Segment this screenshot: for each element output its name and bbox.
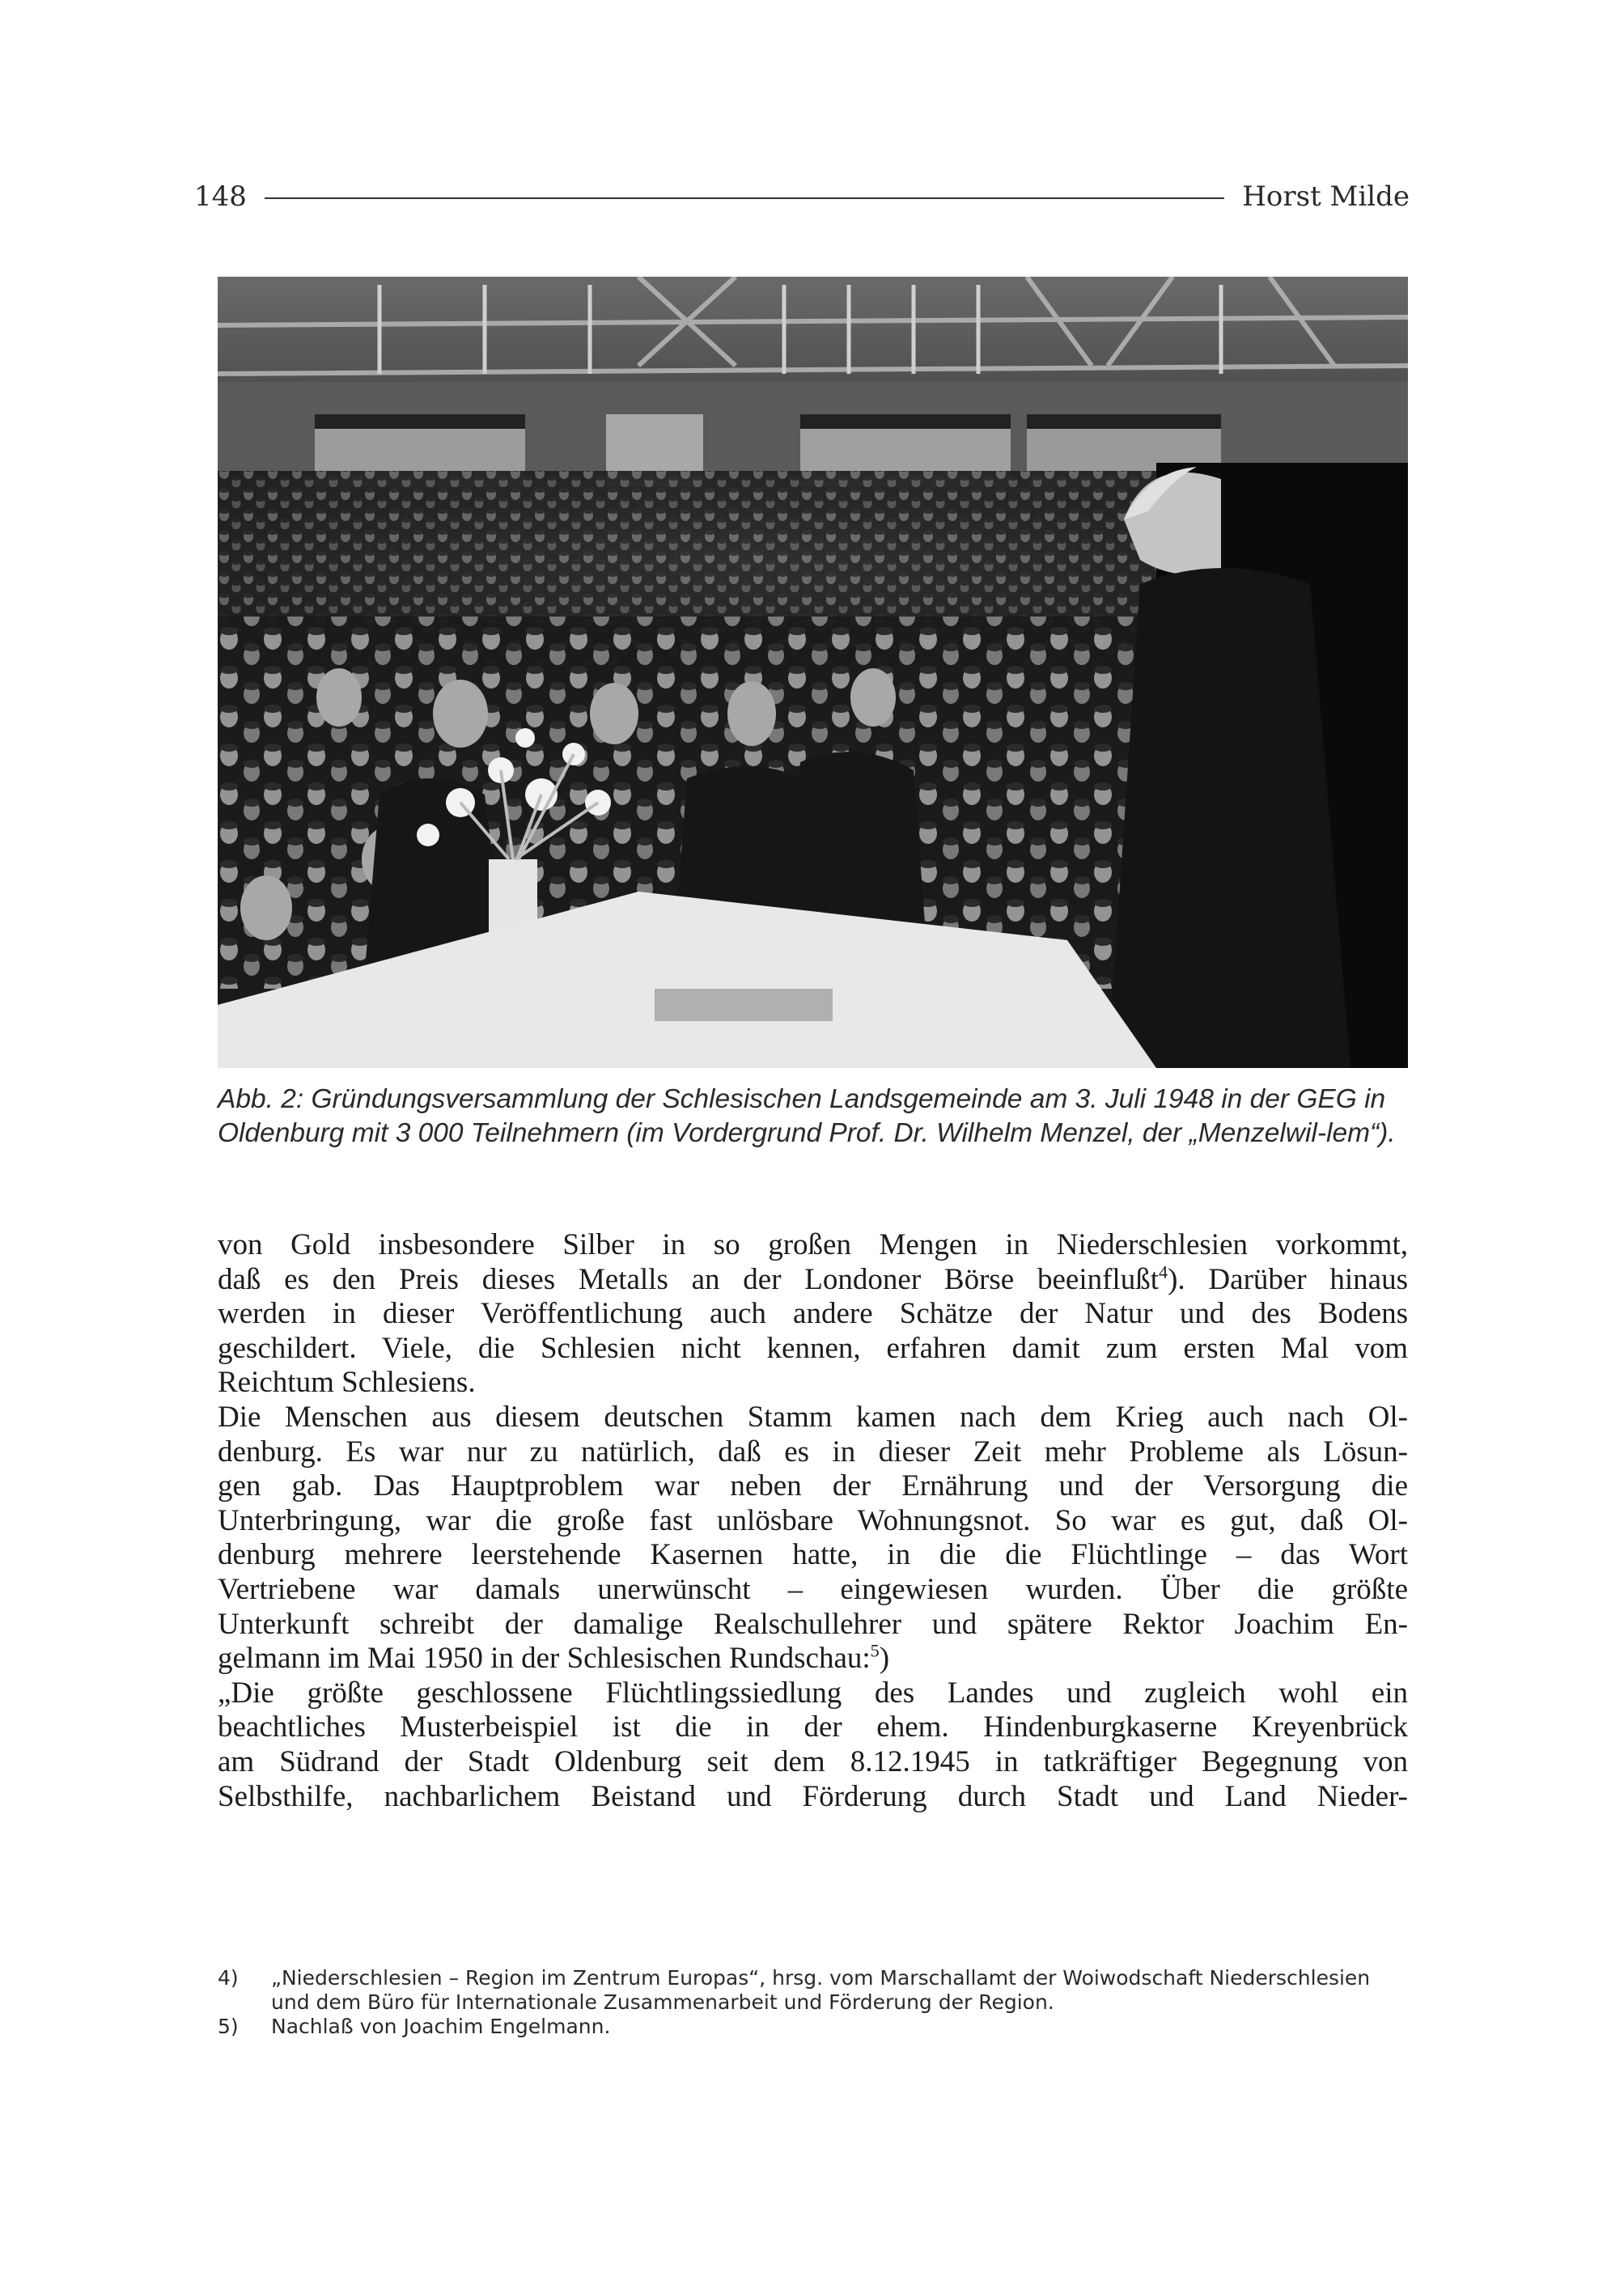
text-line: geschildert. Viele, die Schlesien nicht kennen, erfahren damit zum ersten Mal vom <box>218 1331 1408 1365</box>
footnote-text: Nachlaß von Joachim Engelmann. <box>271 2015 611 2038</box>
text-line: von Gold insbesondere Silber in so großen Mengen in Niederschlesien vorkommt, <box>218 1228 1408 1261</box>
footnote-4 <box>218 1966 1408 2015</box>
text-line: daß es den Preis dieses Metalls an der Londoner Börse beeinflußt$^4$). Darüber hinaus <box>218 1261 1408 1296</box>
text-line: gen gab. Das Hauptproblem war neben der Ernährung und der Versorgung die <box>218 1469 1408 1503</box>
text-line: gelmann im Mai 1950 in der Schlesischen Rundschau:$^5$) <box>218 1640 890 1676</box>
paragraph-1 <box>218 1228 1408 1401</box>
text-line: Die Menschen aus diesem deutschen Stamm kamen nach dem Krieg auch nach Ol- <box>218 1400 1408 1434</box>
text-line: denburg mehrere leerstehende Kasernen hatte, in die die Flüchtlinge – das Wort <box>218 1538 1408 1572</box>
footnotes <box>218 1966 1408 2039</box>
text-line: Unterkunft schreibt der damalige Realschullehrer und spätere Rektor Joachim En- <box>218 1607 1408 1641</box>
text-line: am Südrand der Stadt Oldenburg seit dem 8.12.1945 in tatkräftiger Begegnung von <box>218 1744 1408 1778</box>
header-rule <box>265 197 1224 199</box>
running-header <box>194 176 1410 217</box>
footnote-number: 5) <box>218 2015 239 2038</box>
paragraph-3 <box>218 1676 1408 1814</box>
text-line: „Die größte geschlossene Flüchtlingssiedlung des Landes und zugleich wohl ein <box>218 1676 1408 1710</box>
page-number: 148 <box>194 180 247 213</box>
footnote-number: 4) <box>218 1966 239 1990</box>
paragraph-2 <box>218 1401 1408 1676</box>
footnote-text: „Niederschlesien – Region im Zentrum Europas“, hrsg. vom Marschallamt der Woiwodschaft Niederschlesien und dem Büro für Internationale Zusammenarbeit und Förderung der Region. <box>271 1966 1371 2014</box>
assembly-photo <box>218 277 1408 1068</box>
text-line: Vertriebene war damals unerwünscht – eingewiesen wurden. Über die größte <box>218 1572 1408 1606</box>
header-author: Horst Milde <box>1242 180 1410 213</box>
text-line: beachtliches Musterbeispiel ist die in der ehem. Hindenburgkaserne Kreyenbrück <box>218 1710 1408 1744</box>
footnote-ref: 4 <box>1159 1261 1168 1282</box>
text-line: denburg. Es war nur zu natürlich, daß es in dieser Zeit mehr Probleme als Lösun- <box>218 1435 1408 1469</box>
footnote-ref: 5 <box>870 1640 880 1661</box>
text-line: werden in dieser Veröffentlichung auch andere Schätze der Natur und des Bodens <box>218 1297 1408 1331</box>
text-line: Unterbringung, war die große fast unlösbare Wohnungsnot. So war es gut, daß Ol- <box>218 1503 1408 1537</box>
text-line: Selbsthilfe, nachbarlichem Beistand und Förderung durch Stadt und Land Nieder- <box>218 1779 1408 1813</box>
body-text <box>218 1228 1408 1814</box>
text-line: Reichtum Schlesiens. <box>218 1366 476 1400</box>
footnote-5 <box>218 2015 1408 2039</box>
figure-caption: Abb. 2: Gründungsversammlung der Schlesischen Landsgemeinde am 3. Juli 1948 in der GEG in Oldenburg mit 3 000 Teilnehmern (im Vordergrund Prof. Dr. Wilhelm Menzel, der „Menzelwil-lem“). <box>218 1084 1396 1148</box>
